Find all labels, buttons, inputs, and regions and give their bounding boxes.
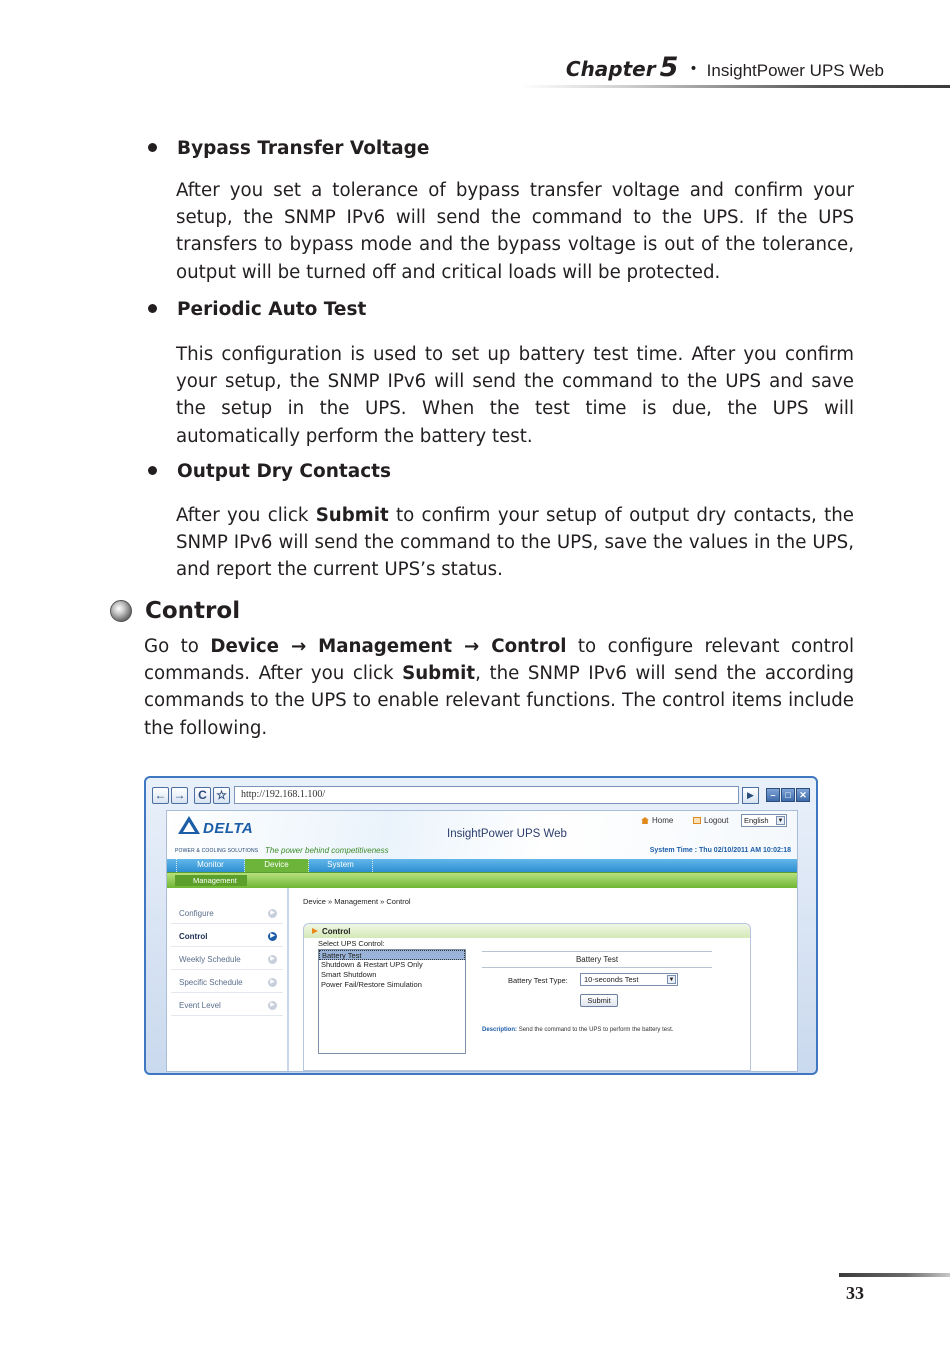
submit-button[interactable]: Submit — [580, 994, 618, 1007]
tab-monitor[interactable]: Monitor — [177, 859, 245, 872]
bullet-dot-icon — [148, 304, 157, 313]
logout-link[interactable] — [693, 816, 728, 825]
menu-item-specific-schedule[interactable] — [171, 971, 283, 993]
main-tab-bar — [167, 859, 797, 872]
list-option-power-fail-simulation[interactable]: Power Fail/Restore Simulation — [321, 980, 422, 989]
chapter-header — [566, 52, 884, 84]
bullet-heading-text: Bypass Transfer Voltage — [177, 138, 430, 159]
list-option-battery-test[interactable]: Battery Test — [319, 950, 465, 960]
menu-item-control[interactable] — [171, 925, 283, 947]
chapter-number: 5 — [659, 52, 679, 83]
menu-item-label: Control — [179, 932, 208, 941]
tab-device[interactable]: Device — [245, 859, 309, 872]
header-separator: • — [689, 61, 698, 77]
menu-item-label: Event Level — [179, 1001, 221, 1010]
chapter-title: InsightPower UPS Web — [706, 61, 884, 80]
language-select[interactable] — [741, 814, 787, 827]
menu-item-weekly-schedule[interactable] — [171, 948, 283, 970]
chevron-down-icon: ▼ — [777, 818, 784, 824]
footer-rule — [839, 1273, 950, 1277]
tab-management[interactable]: Management — [175, 875, 247, 886]
chapter-word: Chapter — [565, 57, 656, 81]
arrow-right-icon: ▶ — [268, 909, 277, 918]
menu-item-configure[interactable] — [171, 902, 283, 924]
go-arrow-icon[interactable]: ▶ — [742, 787, 759, 804]
logo-subtitle: POWER & COOLING SOLUTIONS — [175, 848, 259, 854]
list-option-shutdown-restart[interactable]: Shutdown & Restart UPS Only — [321, 960, 423, 969]
left-menu — [167, 888, 289, 1071]
app-window — [166, 810, 798, 1072]
bullet-dot-icon — [148, 143, 157, 152]
section-bullet-icon — [110, 600, 132, 622]
home-link[interactable] — [641, 816, 673, 825]
description-text: Send the command to the UPS to perform the battery test. — [518, 1027, 674, 1033]
chevron-down-icon: ▼ — [668, 977, 675, 983]
sub-tab-bar — [167, 872, 797, 888]
menu-item-label: Specific Schedule — [179, 978, 243, 987]
refresh-icon[interactable]: C — [194, 787, 211, 804]
tab-system[interactable]: System — [309, 859, 373, 872]
back-arrow-icon[interactable]: ← — [152, 787, 169, 804]
arrow-right-icon: ▶ — [268, 955, 277, 964]
section-paragraph — [144, 633, 854, 742]
bullet-heading-drycontacts — [148, 461, 391, 482]
minimize-icon[interactable]: – — [766, 788, 780, 802]
bullet-heading-text: Output Dry Contacts — [177, 461, 392, 482]
ups-control-listbox[interactable] — [318, 949, 466, 1054]
text-run: After you click — [176, 505, 316, 526]
battery-test-type-label: Battery Test Type: — [508, 976, 568, 985]
app-title: InsightPower UPS Web — [447, 828, 567, 840]
arrow-right-icon: ▶ — [268, 932, 277, 941]
section-heading — [110, 598, 240, 624]
browser-toolbar — [152, 784, 810, 806]
arrow-right-icon: ▶ — [268, 978, 277, 987]
battery-test-type-value: 10-seconds Test — [584, 975, 639, 984]
delta-logo-icon — [177, 815, 201, 835]
text-bold: Device → Management → Control — [210, 636, 567, 657]
bullet-dot-icon — [148, 466, 157, 475]
breadcrumb: Device » Management » Control — [303, 897, 411, 906]
page-number: 33 — [846, 1283, 864, 1303]
text-bold: Submit — [315, 505, 389, 526]
list-option-smart-shutdown[interactable]: Smart Shutdown — [321, 970, 377, 979]
close-icon[interactable]: ✕ — [796, 788, 810, 802]
language-value: English — [744, 816, 769, 825]
tagline: The power behind competitiveness — [265, 846, 389, 855]
description-label: Description: — [482, 1027, 518, 1033]
bullet-text-autotest: This configuration is used to set up battery test time. After you confirm your setup, the SNMP IPv6 will send the command to the UPS and save the setup in the UPS. When the test time is due, the UPS will automatically perform the battery test. — [176, 344, 854, 447]
bullet-text-drycontacts — [176, 502, 854, 584]
bullet-text-bypass: After you set a tolerance of bypass transfer voltage and confirm your setup, the SNMP IPv6 will send the command to the UPS. If the UPS transfers to bypass mode and the bypass voltage is out of the tolerance, output will be turned off and critical loads will be protected. — [176, 180, 854, 283]
logout-label: Logout — [704, 816, 729, 825]
bullet-heading-text: Periodic Auto Test — [177, 299, 367, 320]
text-bold: Submit — [402, 663, 476, 685]
battery-test-title: Battery Test — [482, 951, 712, 968]
bullet-heading-autotest — [148, 299, 366, 320]
address-field[interactable]: http://192.168.1.100/ — [234, 786, 739, 804]
description — [482, 1027, 673, 1033]
battery-test-type-select[interactable] — [580, 973, 678, 986]
control-panel — [303, 923, 751, 1071]
forward-arrow-icon[interactable]: → — [171, 787, 188, 804]
panel-header — [304, 924, 750, 938]
maximize-icon[interactable]: □ — [781, 788, 795, 802]
system-time: System Time : Thu 02/10/2011 AM 10:02:18 — [649, 847, 791, 854]
menu-item-label: Configure — [179, 909, 214, 918]
arrow-right-icon: ▶ — [268, 1001, 277, 1010]
star-icon[interactable]: ☆ — [213, 787, 230, 804]
home-label: Home — [652, 816, 674, 825]
menu-item-label: Weekly Schedule — [179, 955, 241, 964]
home-icon — [641, 817, 649, 824]
app-header — [167, 811, 797, 859]
text-run: to configure relevant control commands. After you click — [144, 636, 854, 685]
bullet-heading-bypass — [148, 138, 429, 159]
text-run: to confirm your setup of output dry contacts, the SNMP IPv6 will send the command to the UPS, save the values in the UPS, and report the current UPS’s status. — [176, 505, 854, 581]
text-run: Go to — [144, 636, 211, 657]
logout-icon — [693, 817, 701, 824]
header-rule — [520, 85, 950, 88]
section-title: Control — [145, 598, 241, 624]
menu-item-event-level[interactable] — [171, 994, 283, 1016]
text-run: , the SNMP IPv6 will send the according commands to the UPS to enable relevant functions. The control items include the following. — [144, 663, 855, 739]
ui-screenshot — [144, 776, 818, 1075]
logo-text: DELTA — [203, 820, 254, 837]
select-label: Select UPS Control: — [318, 939, 385, 948]
panel-title: Control — [322, 927, 351, 936]
